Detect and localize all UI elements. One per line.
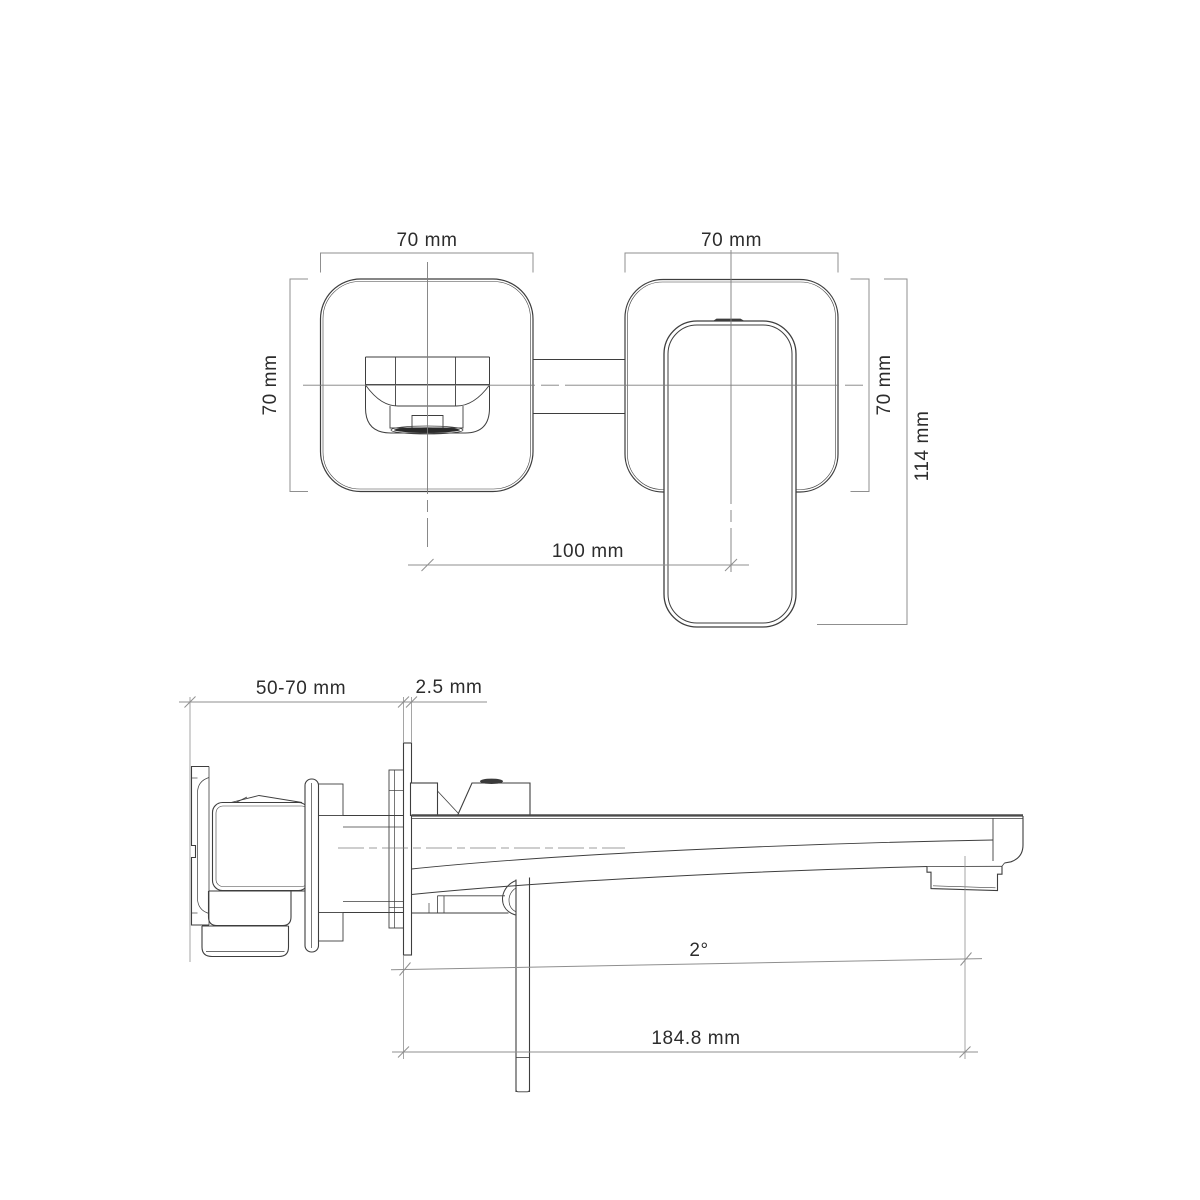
spout-lower-contour (412, 867, 928, 895)
dim-spout-plate-height (260, 279, 308, 492)
mounting-flange (305, 779, 343, 952)
aerator-side (927, 863, 1005, 891)
dim-spout-angle (391, 940, 982, 976)
spout-side (412, 815, 1024, 915)
dim-spout-reach-label: 184.8 mm (651, 1028, 741, 1049)
wall-mounting-bracket (192, 767, 210, 926)
dim-spout-plate-width-label: 70 mm (396, 230, 458, 251)
cartridge-housing (411, 779, 531, 816)
trim-ring (389, 770, 404, 928)
wall-plate-side (404, 743, 412, 955)
valve-lower-body (209, 891, 292, 926)
handle-lever-side (516, 878, 530, 1093)
spout-upper-contour (412, 840, 994, 869)
handle-front (664, 319, 796, 627)
dim-overall-height-label: 114 mm (912, 410, 933, 482)
dim-spout-reach (392, 856, 978, 1059)
set-screw (480, 779, 503, 784)
dim-plate-thickness-label: 2.5 mm (415, 677, 483, 698)
dim-handle-plate-width (625, 230, 838, 273)
dim-recess-depth-label: 50-70 mm (255, 678, 347, 699)
dim-center-distance-label: 100 mm (551, 541, 625, 562)
mixer-neck-under-spout (412, 896, 509, 913)
dim-spout-plate-height-label: 70 mm (260, 354, 281, 416)
valve-body (202, 796, 309, 957)
inlet-cap (202, 926, 289, 957)
side-view (179, 677, 1023, 1092)
valve-body-clip (231, 796, 302, 803)
dim-spout-angle-label: 2° (689, 940, 709, 961)
dim-handle-plate-width-label: 70 mm (700, 230, 763, 251)
handle-top-tab (713, 319, 745, 321)
front-view (260, 230, 933, 627)
dim-handle-plate-height-label: 70 mm (874, 354, 895, 416)
dim-spout-plate-width (321, 230, 534, 273)
connector-tube (530, 360, 627, 414)
